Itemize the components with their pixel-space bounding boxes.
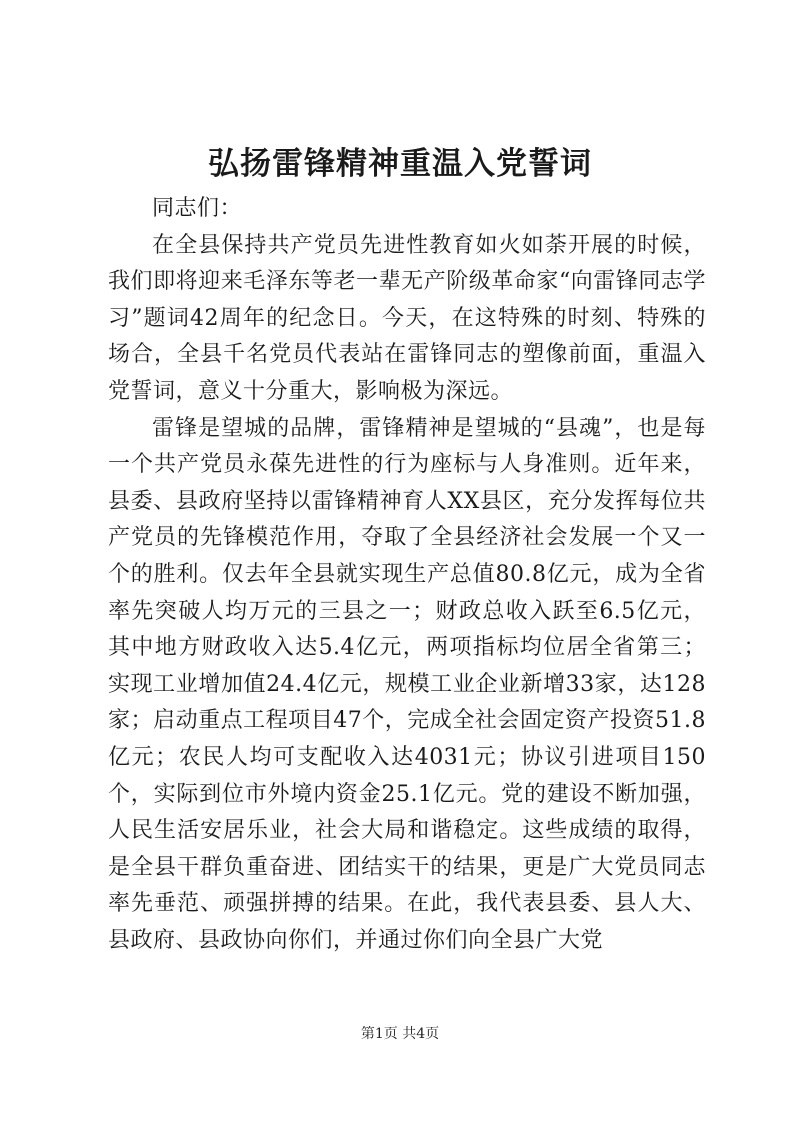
salutation-paragraph: 同志们： xyxy=(152,196,243,221)
page-footer: 第1页 共4页 xyxy=(360,1026,440,1042)
body-paragraph: 在全县保持共产党员先进性教育如火如荼开展的时候，我们即将迎来毛泽东等老一辈无产阶级革命家“向雷锋同志学习”题词42周年的纪念日。今天，在这特殊的时刻、特殊的场合，全县千名党员代表站在雷锋同志的塑像前面，重温入党誓词，意义十分重大，影响极为深远。 xyxy=(108,232,706,404)
document-body xyxy=(108,191,706,959)
document-title: 弘扬雷锋精神重温入党誓词 xyxy=(208,146,592,182)
body-paragraph: 雷锋是望城的品牌，雷锋精神是望城的“县魂”，也是每一个共产党员永葆先进性的行为座标与人身准则。近年来，县委、县政府坚持以雷锋精神育人XX县区，充分发挥每位共产党员的先锋模范作用，夺取了全县经济社会发展一个又一个的胜利。仅去年全县就实现生产总值80.8亿元，成为全省率先突破人均万元的三县之一；财政总收入跃至6.5亿元，其中地方财政收入达5.4亿元，两项指标均位居全省第三；实现工业增加值24.4亿元，规模工业企业新增33家，达128家；启动重点工程项目47个，完成全社会固定资产投资51.8亿元；农民人均可支配收入达4031元；协议引进项目150个，实际到位市外境内资金25.1亿元。党的建设不断加强，人民生活安居乐业，社会大局和谐稳定。这些成绩的取得，是全县干群负重奋进、团结实干的结果，更是广大党员同志率先垂范、顽强拼搏的结果。在此，我代表县委、县人大、县政府、县政协向你们，并通过你们向全县广大党 xyxy=(108,415,706,953)
